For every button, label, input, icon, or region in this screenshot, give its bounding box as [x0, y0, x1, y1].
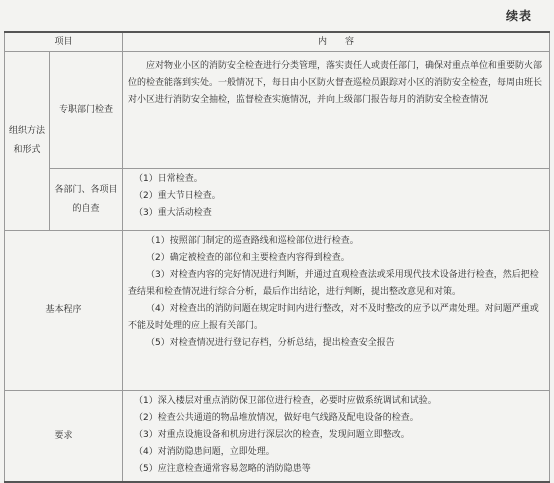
list-item: （3）对检查内容的完好情况进行判断，并通过直观检查法或采用现代技术设备进行检查，然后把检查结果和检查情况进行综合分析，最后作出结论，进行判断，提出整改意见和对策。	[128, 270, 539, 297]
table-row	[5, 52, 550, 169]
row-label-requirements: 要求	[5, 391, 123, 483]
content-cell	[123, 391, 550, 483]
inspection-table	[4, 31, 550, 483]
continued-label: 续表	[505, 9, 532, 23]
list-item: （1）日常检查。	[134, 174, 203, 184]
list-item: （3）对重点设施设备和机房进行深层次的检查，发现问题立即整改。	[134, 430, 410, 440]
header-item: 项目	[5, 32, 123, 52]
row-label-dept-inspection: 专职部门检查	[50, 52, 123, 169]
list-item: （2）检查公共通道的物品堆放情况，做好电气线路及配电设备的检查。	[134, 413, 419, 423]
header-row	[5, 32, 550, 52]
list-item: （5）对检查情况进行登记存档，分析总结，提出检查安全报告	[146, 338, 395, 348]
table-row	[5, 391, 550, 483]
group-label: 组织方法和形式	[5, 52, 50, 231]
dept-inspection-text: 应对物业小区的消防安全检查进行分类管理，落实责任人或责任部门，确保对重点单位和重要防火部位的检查能落到实处。一般情况下，每日由小区防火督查巡检员跟踪对小区的消防安全检查，每周由班长对小区进行消防安全抽检，监督检查实施情况，并向上级部门报告每月的消防安全检查情况	[128, 61, 543, 105]
list-item: （4）对检查出的消防问题在规定时间内进行整改，对不及时整改的应予以严肃处理。对问题严重或不能及时处理的应上报有关部门。	[128, 304, 539, 331]
content-cell	[123, 52, 550, 169]
row-label-self-inspection: 各部门、各项目的自查	[50, 169, 123, 231]
table-row	[5, 169, 550, 231]
list-item: （2）确定被检查的部位和主要检查内容得到检查。	[146, 253, 350, 263]
list-item: （5）应注意检查通常容易忽略的消防隐患等	[134, 464, 311, 474]
row-label-basic-procedure: 基本程序	[5, 231, 123, 391]
list-item: （1）按照部门制定的巡查路线和巡检部位进行检查。	[146, 236, 359, 246]
list-item: （4）对消防隐患问题，立即处理。	[134, 447, 275, 457]
list-item: （2）重大节日检查。	[134, 191, 221, 201]
table-row	[5, 231, 550, 391]
content-cell	[123, 231, 550, 391]
list-item: （1）深入楼层对重点消防保卫部位进行检查，必要时应做系统调试和试验。	[134, 396, 437, 406]
list-item: （3）重大活动检查	[134, 208, 212, 218]
header-content: 内 容	[123, 32, 550, 52]
content-cell	[123, 169, 550, 231]
